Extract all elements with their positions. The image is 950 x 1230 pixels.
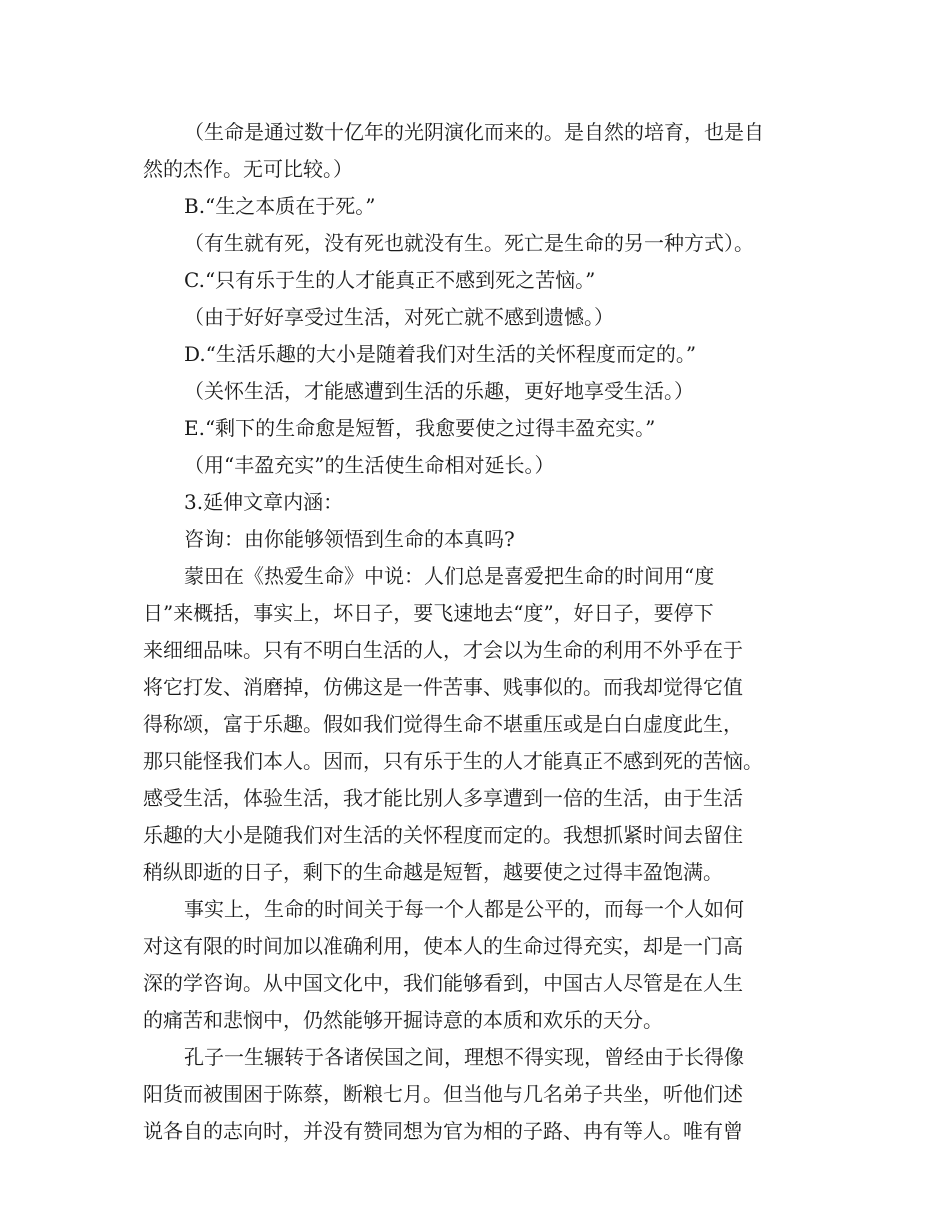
text-line: 的痛苦和悲悯中，仍然能够开掘诗意的本质和欢乐的天分。 [143,1008,663,1032]
document-body [143,114,823,1150]
text-line: （生命是通过数十亿年的光阴演化而来的。是自然的培育，也是自 [184,120,764,144]
text-line: 3.延伸文章内涵： [184,490,344,514]
text-line: 阳货而被围困于陈蔡，断粮七月。但当他与几名弟子共坐，听他们述 [143,1082,743,1106]
text-line: 蒙田在《热爱生命》中说：人们总是喜爱把生命的时间用“度 [184,564,715,588]
text-line: 将它打发、消磨掉，仿佛这是一件苦事、贱事似的。而我却觉得它值 [143,675,743,699]
text-line: （关怀生活，才能感遭到生活的乐趣，更好地享受生活。） [184,379,694,403]
text-line: （由于好好享受过生活，对死亡就不感到遗憾。） [184,305,614,329]
text-line: B.“生之本质在于死。” [184,194,376,218]
text-line: 乐趣的大小是随我们对生活的关怀程度而定的。我想抓紧时间去留住 [143,823,743,847]
text-line: 对这有限的时间加以准确利用，使本人的生命过得充实，却是一门高 [143,934,743,958]
text-line: 咨询：由你能够领悟到生命的本真吗? [184,527,515,551]
text-line: 孔子一生辗转于各诸侯国之间，理想不得实现，曾经由于长得像 [184,1045,744,1069]
text-line: 事实上，生命的时间关于每一个人都是公平的，而每一个人如何 [184,897,744,921]
text-line: 日”来概括，事实上，坏日子，要飞速地去“度”，好日子，要停下 [143,601,714,625]
text-line: 得称颂，富于乐趣。假如我们觉得生命不堪重压或是白白虚度此生， [143,712,743,736]
text-line: 那只能怪我们本人。因而，只有乐于生的人才能真正不感到死的苦恼。 [143,749,763,773]
text-line: 然的杰作。无可比较。） [143,157,353,181]
text-line: 稍纵即逝的日子，剩下的生命越是短暂，越要使之过得丰盈饱满。 [143,860,723,884]
text-line: 来细细品味。只有不明白生活的人，才会以为生命的利用不外乎在于 [143,638,743,662]
text-line: C.“只有乐于生的人才能真正不感到死之苦恼。” [184,268,596,292]
text-line: 深的学咨询。从中国文化中，我们能够看到，中国古人尽管是在人生 [143,971,743,995]
text-line: 感受生活，体验生活，我才能比别人多享遭到一倍的生活，由于生活 [143,786,743,810]
text-line: （有生就有死，没有死也就没有生。死亡是生命的另一种方式）。 [184,231,754,255]
text-line: E.“剩下的生命愈是短暂，我愈要使之过得丰盈充实。” [184,416,656,440]
text-line: （用“丰盈充实”的生活使生命相对延长。） [184,453,555,477]
text-line: D.“生活乐趣的大小是随着我们对生活的关怀程度而定的。” [184,342,697,366]
text-line: 说各自的志向时，并没有赞同想为官为相的子路、冉有等人。唯有曾 [143,1119,743,1143]
